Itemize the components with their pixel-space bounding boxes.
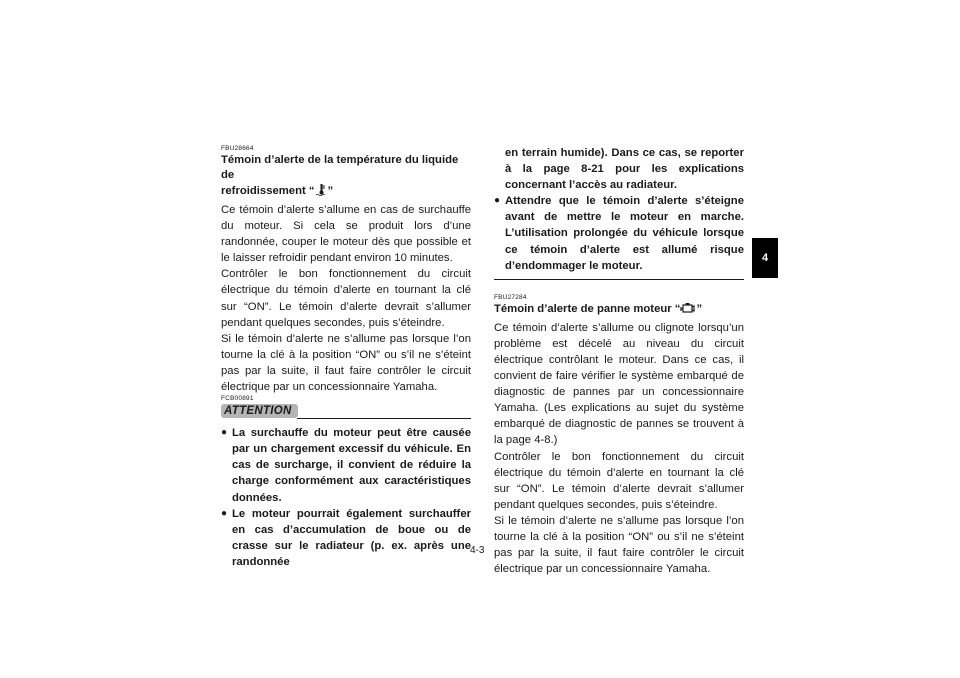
page-number: 4-3 bbox=[470, 545, 485, 556]
right-column bbox=[494, 145, 744, 577]
paragraph: Si le témoin d’alerte ne s’allume pas lorsque l’on tourne la clé à la position “ON” ou s’il ne s’éteint pas par la suite, il faut faire contrôler le circuit électrique par un concessionnaire Yamaha. bbox=[221, 332, 471, 394]
section-code: FBU27284 bbox=[494, 293, 527, 301]
paragraph: Contrôler le bon fonctionnement du circuit électrique du témoin d’alerte en tournant la clé sur “ON”. Le témoin d’alerte devrait s’allumer pendant quelques secondes, puis s’éteindre. bbox=[494, 450, 744, 511]
section-code: FBU28664 bbox=[221, 145, 254, 152]
paragraph: Ce témoin d’alerte s’allume en cas de surchauffe du moteur. Si cela se produit lors d’une randonnée, couper le moteur dès que possible et le laisser refroidir pendant environ 10 minutes. bbox=[221, 204, 471, 265]
heading-text: Témoin d’alerte de panne moteur “ bbox=[494, 302, 681, 315]
heading-close-quote: ” bbox=[696, 302, 703, 315]
chapter-tab: 4 bbox=[752, 238, 778, 278]
divider bbox=[297, 418, 471, 419]
coolant-temperature-icon bbox=[315, 183, 328, 201]
heading-text-line1: Témoin d’alerte de la température du liquide de bbox=[221, 154, 459, 181]
list-item bbox=[494, 193, 744, 273]
bullet-icon: ● bbox=[221, 507, 228, 519]
bullet-text: La surchauffe du moteur peut être causée par un chargement excessif du véhicule. En cas de surcharge, il convient de réduire la charge conformément aux caractéristiques données. bbox=[232, 427, 471, 504]
attention-code: FCB00891 bbox=[221, 395, 254, 403]
paragraph: Ce témoin d’alerte s’allume ou clignote lorsqu’un problème est décelé au niveau du circuit électrique contrôlant le moteur. Dans ce cas, il convient de faire vérifier le système embarqué de diagnostic de pannes par un concessionnaire Yamaha. (Les explications au sujet du système embarqué de diagnostic de pannes se trouvent à la page 4-8.) bbox=[494, 321, 744, 447]
bullet-text: Attendre que le témoin d’alerte s’éteigne avant de mettre le moteur en marche. L’utilisation prolongée du véhicule lorsque ce témoin d’alerte est allumé risque d’endommager le moteur. bbox=[505, 195, 744, 272]
engine-warning-heading bbox=[494, 302, 744, 319]
left-column bbox=[221, 145, 471, 570]
divider bbox=[494, 279, 744, 280]
heading-text-line2: refroidissement “ bbox=[221, 185, 315, 197]
list-item bbox=[221, 506, 471, 570]
bullet-icon: ● bbox=[494, 195, 501, 207]
attention-label: ATTENTION bbox=[221, 404, 298, 418]
attention-banner bbox=[221, 404, 471, 425]
bullet-continuation: en terrain humide). Dans ce cas, se reporter à la page 8-21 pour les explications concernant l’accès au radiateur. bbox=[505, 147, 744, 192]
bullet-icon: ● bbox=[221, 427, 228, 439]
heading-close-quote: ” bbox=[327, 185, 334, 197]
paragraph: Si le témoin d’alerte ne s’allume pas lorsque l’on tourne la clé à la position “ON” ou s’il ne s’éteint pas par la suite, il faut faire contrôler le circuit électrique par un concessionnaire Yamaha. bbox=[494, 514, 744, 576]
coolant-warning-heading bbox=[221, 153, 471, 201]
list-item bbox=[221, 425, 471, 505]
bullet-text: Le moteur pourrait également surchauffer en cas d’accumulation de boue ou de crasse sur le radiateur (p. ex. après une randonnée bbox=[232, 507, 471, 568]
engine-trouble-icon bbox=[680, 302, 696, 319]
paragraph: Contrôler le bon fonctionnement du circuit électrique du témoin d’alerte en tournant la clé sur “ON”. Le témoin d’alerte devrait s’allumer pendant quelques secondes, puis s’éteindre. bbox=[221, 268, 471, 329]
